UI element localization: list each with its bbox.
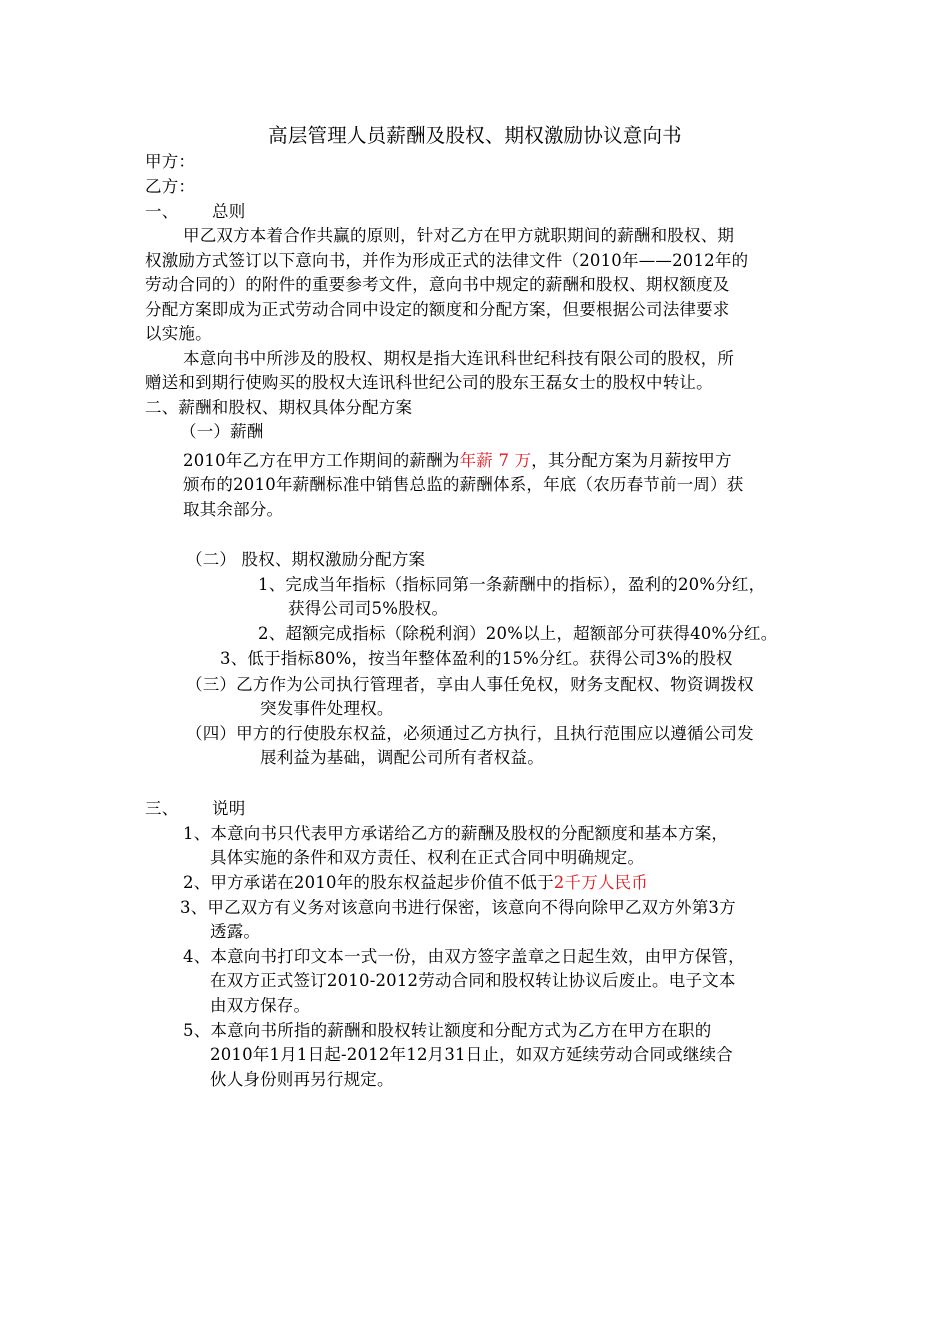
sub4-line-2: 展利益为基础，调配公司所有者权益。 xyxy=(260,748,544,767)
note-item-5-cont: 伙人身份则再另行规定。 xyxy=(210,1070,394,1089)
section3-number: 三、 xyxy=(145,799,179,818)
paragraph-line: 本意向书中所涉及的股权、期权是指大连讯科世纪科技有限公司的股权，所 xyxy=(183,349,735,368)
note-text: 2、甲方承诺在2010年的股东权益起步价值不低于 xyxy=(183,873,554,892)
note-item-1: 1、本意向书只代表甲方承诺给乙方的薪酬及股权的分配额度和基本方案， xyxy=(183,824,729,843)
note-item-4: 4、本意向书打印文本一式一份，由双方签字盖章之日起生效，由甲方保管， xyxy=(183,947,745,966)
salary-text: 2010年乙方在甲方工作期间的薪酬为 xyxy=(183,451,460,470)
paragraph-line: 分配方案即成为正式劳动合同中设定的额度和分配方案，但要根据公司法律要求 xyxy=(145,300,730,319)
equity-item-2: 2、超额完成指标（除税利润）20%以上，超额部分可获得40%分红。 xyxy=(258,624,778,643)
section1-number: 一、 xyxy=(145,202,179,221)
party-b-label: 乙方： xyxy=(145,177,196,196)
sub3-line-1: （三）乙方作为公司执行管理者，享由人事任免权，财务支配权、物资调拨权 xyxy=(186,675,754,694)
paragraph-line: 劳动合同的）的附件的重要参考文件，意向书中规定的薪酬和股权、期权额度及 xyxy=(145,275,730,294)
equity-value-highlight: 2千万人民币 xyxy=(553,873,648,892)
note-item-5-cont: 2010年1月1日起-2012年12月31日止，如双方延续劳动合同或继续合 xyxy=(210,1045,733,1064)
equity-item-3: 3、低于指标80%，按当年整体盈利的15%分红。获得公司3%的股权 xyxy=(220,649,733,668)
note-item-2 xyxy=(183,871,648,896)
section3-heading: 说明 xyxy=(212,799,246,818)
section2-heading: 二、薪酬和股权、期权具体分配方案 xyxy=(145,398,413,417)
sub3-line-2: 突发事件处理权。 xyxy=(260,699,394,718)
note-item-1-cont: 具体实施的条件和双方责任、权利在正式合同中明确规定。 xyxy=(210,848,645,867)
note-item-5: 5、本意向书所指的薪酬和股权转让额度和分配方式为乙方在甲方在职的 xyxy=(183,1021,712,1040)
salary-line-1 xyxy=(183,449,732,474)
sub1-heading: （一）薪酬 xyxy=(180,422,264,441)
equity-item-1-cont: 获得公司司5%股权。 xyxy=(288,599,449,618)
party-a-label: 甲方： xyxy=(145,152,196,171)
note-item-4-cont: 由双方保存。 xyxy=(210,996,311,1015)
note-item-4-cont: 在双方正式签订2010-2012劳动合同和股权转让协议后废止。电子文本 xyxy=(210,971,736,990)
note-item-3-cont: 透露。 xyxy=(210,922,261,941)
annual-salary-highlight: 年薪 7 万 xyxy=(459,451,532,470)
equity-item-1: 1、完成当年指标（指标同第一条薪酬中的指标），盈利的20%分红， xyxy=(258,575,766,594)
sub2-heading: （二） 股权、期权激励分配方案 xyxy=(186,550,426,569)
sub4-line-1: （四）甲方的行使股东权益，必须通过乙方执行，且执行范围应以遵循公司发 xyxy=(186,724,754,743)
salary-text: ，其分配方案为月薪按甲方 xyxy=(531,451,732,470)
salary-line-2: 颁布的2010年薪酬标准中销售总监的薪酬体系，年底（农历春节前一周）获 xyxy=(183,475,744,494)
paragraph-line: 甲乙双方本着合作共赢的原则，针对乙方在甲方就职期间的薪酬和股权、期 xyxy=(183,226,735,245)
section1-heading: 总则 xyxy=(212,202,246,221)
paragraph-line: 赠送和到期行使购买的股权大连讯科世纪公司的股东王磊女士的股权中转让。 xyxy=(145,373,713,392)
paragraph-line: 权激励方式签订以下意向书，并作为形成正式的法律文件（2010年——2012年的 xyxy=(145,251,749,270)
paragraph-line: 以实施。 xyxy=(145,324,212,343)
note-item-3: 3、甲乙双方有义务对该意向书进行保密，该意向不得向除甲乙双方外第3方 xyxy=(180,898,736,917)
document-title: 高层管理人员薪酬及股权、期权激励协议意向书 xyxy=(268,124,682,147)
salary-line-3: 取其余部分。 xyxy=(183,500,284,519)
